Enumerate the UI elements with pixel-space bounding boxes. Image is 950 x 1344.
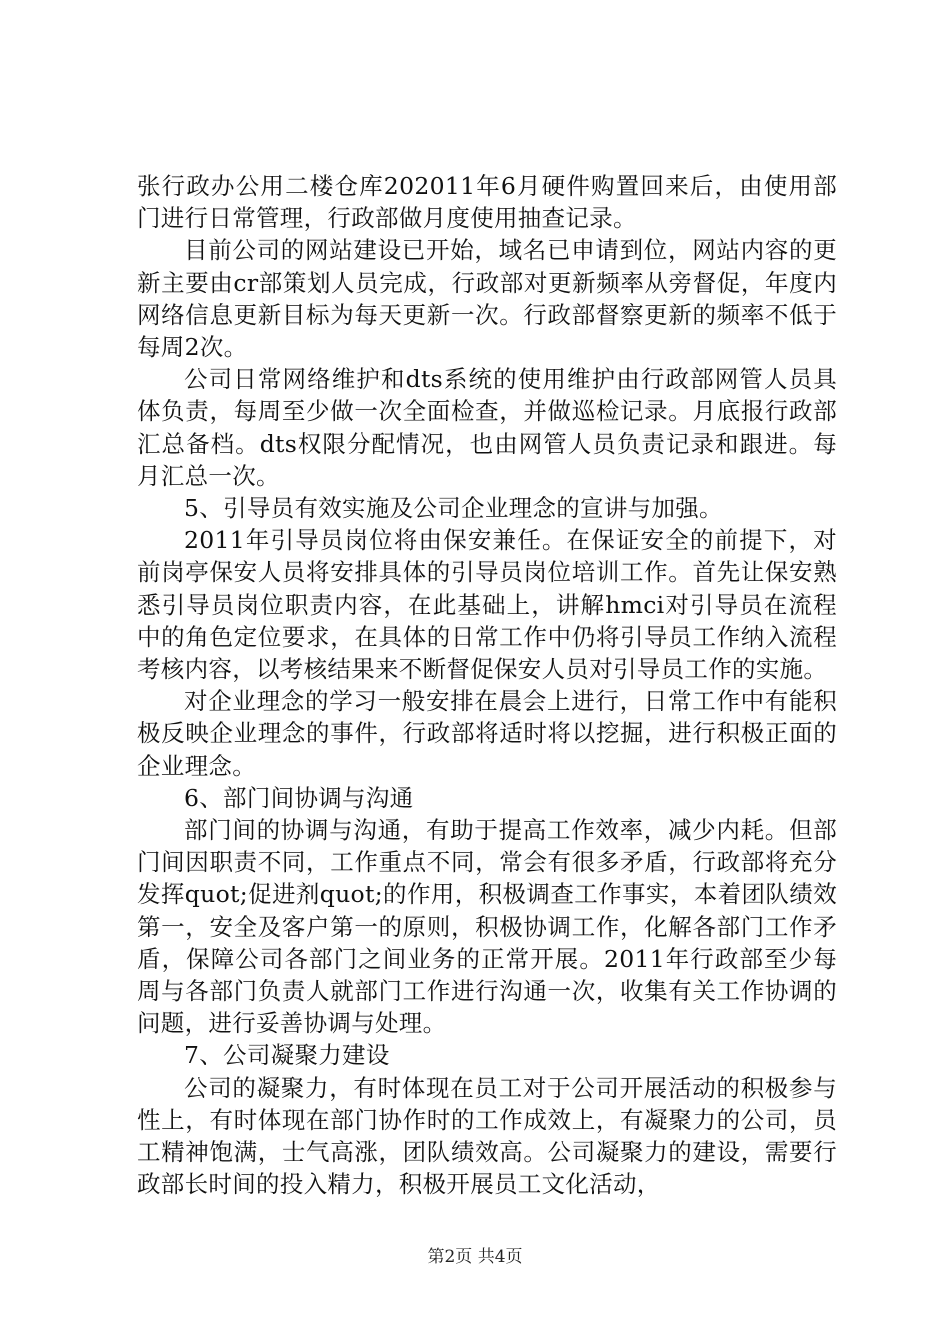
paragraph-5: 对企业理念的学习一般安排在晨会上进行，日常工作中有能积极反映企业理念的事件，行政部将适时将以挖掘，进行积极正面的企业理念。 — [137, 687, 837, 780]
section-heading-7: 7、公司凝聚力建设 — [184, 1041, 390, 1070]
page-footer: 第2页 共4页 — [427, 1247, 523, 1267]
paragraph-1: 张行政办公用二楼仓库202011年6月硬件购置回来后，由使用部门进行日常管理，行政部做月度使用抽查记录。 — [137, 172, 837, 233]
paragraph-2: 目前公司的网站建设已开始，域名已申请到位，网站内容的更新主要由cr部策划人员完成，行政部对更新频率从旁督促，年度内网络信息更新目标为每天更新一次。行政部督察更新的频率不低于每周2次。 — [137, 236, 837, 362]
paragraph-6: 部门间的协调与沟通，有助于提高工作效率，减少内耗。但部门间因职责不同，工作重点不同，常会有很多矛盾，行政部将充分发挥quot;促进剂quot;的作用，积极调查工作事实，本着团队绩效第一，安全及客户第一的原则，积极协调工作，化解各部门工作矛盾，保障公司各部门之间业务的正常开展。2011年行政部至少每周与各部门负责人就部门工作进行沟通一次，收集有关工作协调的问题，进行妥善协调与处理。 — [137, 816, 837, 1038]
document-body — [137, 170, 837, 1201]
paragraph-3: 公司日常网络维护和dts系统的使用维护由行政部网管人员具体负责，每周至少做一次全面检查，并做巡检记录。月底报行政部汇总备档。dts权限分配情况，也由网管人员负责记录和跟进。每月汇总一次。 — [137, 365, 837, 490]
section-heading-5: 5、引导员有效实施及公司企业理念的宣讲与加强。 — [184, 494, 723, 523]
paragraph-4: 2011年引导员岗位将由保安兼任。在保证安全的前提下，对前岗亭保安人员将安排具体的引导员岗位培训工作。首先让保安熟悉引导员岗位职责内容，在此基础上，讲解hmci对引导员在流程中的角色定位要求，在具体的日常工作中仍将引导员工作纳入流程考核内容，以考核结果来不断督促保安人员对引导员工作的实施。 — [137, 526, 837, 684]
section-heading-6: 6、部门间协调与沟通 — [184, 783, 414, 812]
paragraph-7: 公司的凝聚力，有时体现在员工对于公司开展活动的积极参与性上，有时体现在部门协作时的工作成效上，有凝聚力的公司，员工精神饱满，士气高涨，团队绩效高。公司凝聚力的建设，需要行政部长时间的投入精力，积极开展员工文化活动， — [137, 1073, 837, 1199]
